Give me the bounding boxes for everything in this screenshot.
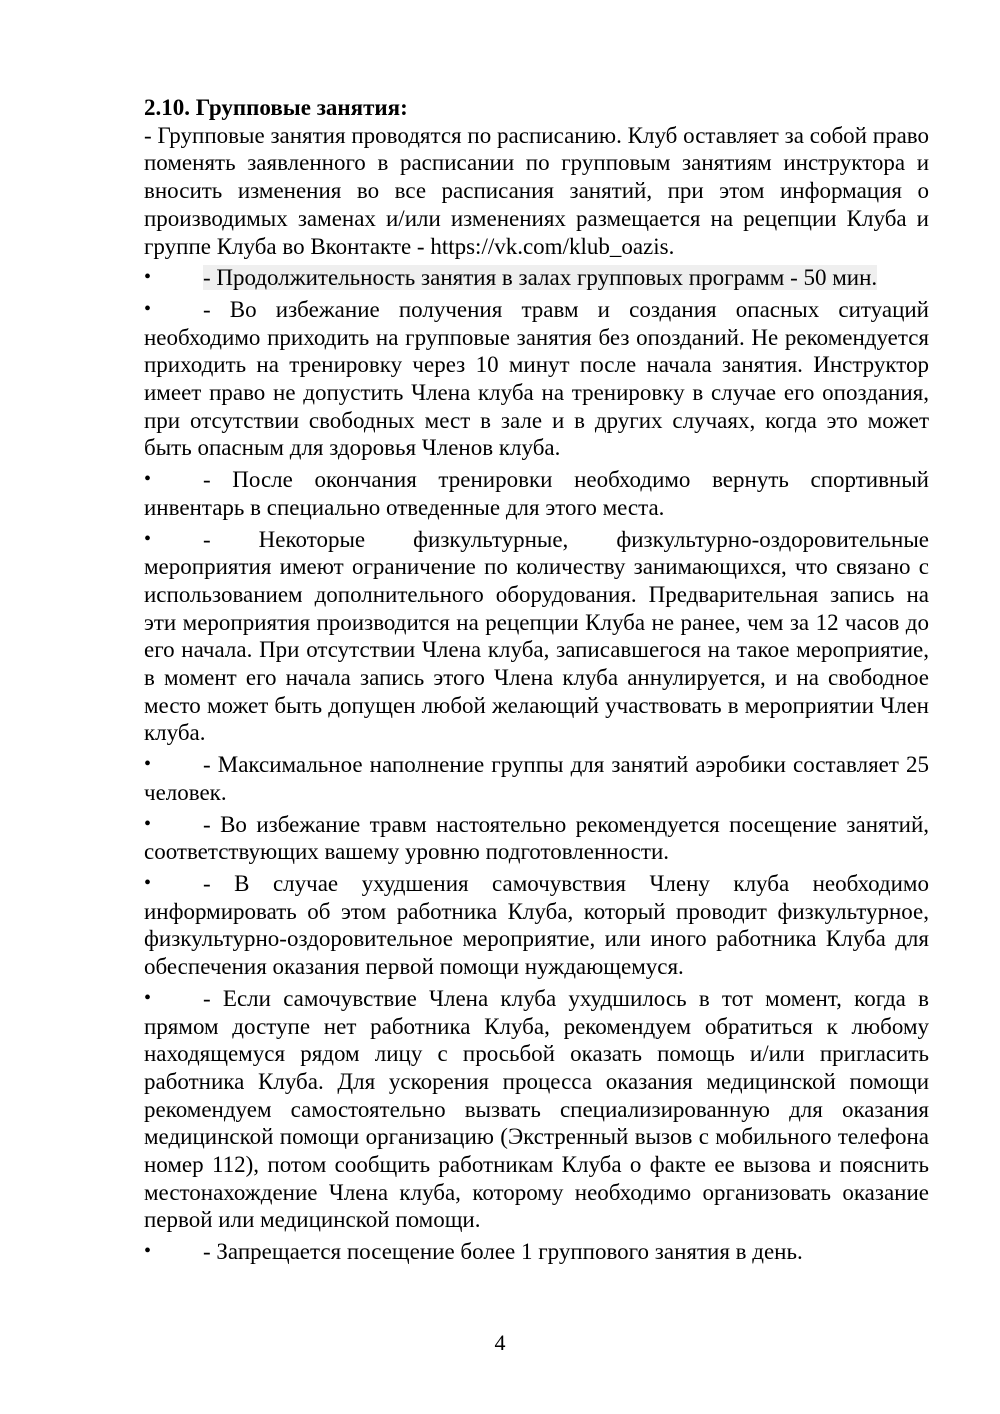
bullet-icon: • bbox=[144, 527, 152, 550]
list-item-text: - Запрещается посещение более 1 группового занятия в день. bbox=[203, 1239, 803, 1265]
bullet-icon: • bbox=[144, 871, 152, 894]
list-item bbox=[144, 870, 929, 981]
list-item-text: - После окончания тренировки необходимо вернуть спортивный инвентарь в специально отведенные для этого места. bbox=[144, 467, 929, 520]
section-heading: 2.10. Групповые занятия: bbox=[144, 95, 408, 120]
document-page bbox=[144, 94, 929, 1266]
bullet-icon: • bbox=[144, 297, 152, 320]
rules-list bbox=[144, 264, 929, 1266]
bullet-icon: • bbox=[144, 468, 152, 491]
list-item bbox=[144, 811, 929, 866]
list-item-text: - Некоторые физкультурные, физкультурно-оздоровительные мероприятия имеют ограничение по количеству занимающихся, что связано с использованием дополнительного оборудования. Предварительная запись на эти мероприятия производится на рецепции Клуба не ранее, чем за 12 часов до его начала. При отсутствии Члена клуба, записавшегося на такое мероприятие, в момент его начала запись этого Члена клуба аннулируется, и на свободное место может быть допущен любой желающий участвовать в мероприятии Член клуба. bbox=[144, 526, 929, 746]
list-item bbox=[144, 985, 929, 1234]
list-item bbox=[144, 264, 929, 292]
list-item bbox=[144, 751, 929, 806]
bullet-icon: • bbox=[144, 753, 152, 776]
list-item-text: - Продолжительность занятия в залах групповых программ - 50 мин. bbox=[203, 265, 878, 291]
list-item bbox=[144, 526, 929, 748]
list-item bbox=[144, 1238, 929, 1266]
intro-paragraph: - Групповые занятия проводятся по расписанию. Клуб оставляет за собой право поменять заявленного в расписании по групповым занятиям инструктора и вносить изменения во все расписания занятий, при этом информация о производимых заменах и/или изменениях размещается на рецепции Клуба и группе Клуба во Вконтакте - https://vk.com/klub_oazis. bbox=[144, 122, 929, 259]
list-item bbox=[144, 296, 929, 462]
bullet-icon: • bbox=[144, 812, 152, 835]
list-item bbox=[144, 466, 929, 521]
bullet-icon: • bbox=[144, 986, 152, 1009]
list-item-text: - Максимальное наполнение группы для занятий аэробики составляет 25 человек. bbox=[144, 752, 929, 805]
list-item-text: - Во избежание получения травм и создания опасных ситуаций необходимо приходить на групповые занятия без опозданий. Не рекомендуется приходить на тренировку через 10 минут после начала занятия. Инструктор имеет право не допустить Члена клуба на тренировку в случае его опоздания, при отсутствии свободных мест в зале и в других случаях, когда это может быть опасным для здоровья Членов клуба. bbox=[144, 296, 929, 461]
bullet-icon: • bbox=[144, 266, 152, 289]
page-number: 4 bbox=[494, 1330, 506, 1355]
bullet-icon: • bbox=[144, 1240, 152, 1263]
list-item-text: - В случае ухудшения самочувствия Члену клуба необходимо информировать об этом работника Клуба, который проводит физкультурное, физкультурно-оздоровительное мероприятие, или иного работника Клуба для обеспечения оказания первой помощи нуждающемуся. bbox=[144, 870, 929, 980]
list-item-text: - Если самочувствие Члена клуба ухудшилось в тот момент, когда в прямом доступе нет работника Клуба, рекомендуем обратиться к любому находящемуся рядом лицу с просьбой оказать помощь и/или пригласить работника Клуба. Для ускорения процесса оказания медицинской помощи рекомендуем самостоятельно вызвать специализированную для оказания медицинской помощи организацию (Экстренный вызов с мобильного телефона номер 112), потом сообщить работникам Клуба о факте ее вызова и пояснить местонахождение Члена клуба, которому необходимо организовать оказание первой или медицинской помощи. bbox=[144, 985, 929, 1233]
list-item-text: - Во избежание травм настоятельно рекомендуется посещение занятий, соответствующих вашему уровню подготовленности. bbox=[144, 811, 929, 865]
